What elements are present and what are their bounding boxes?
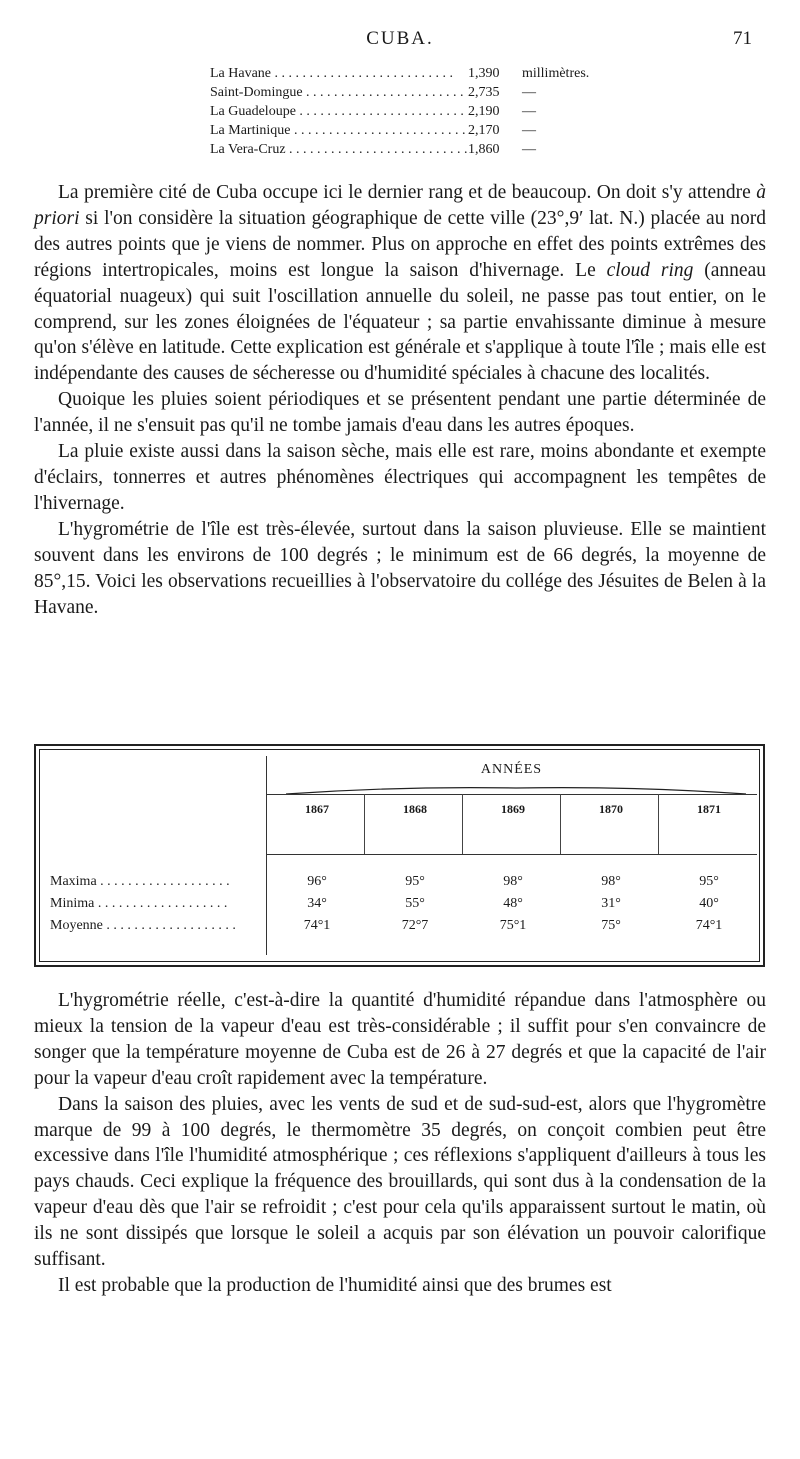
paragraph: Il est probable que la production de l'humidité ainsi que des brumes est — [58, 1274, 612, 1296]
table-cell: 55° — [405, 896, 425, 911]
rainfall-row — [210, 102, 630, 121]
year-header: 1868 — [403, 802, 427, 816]
text-run: si l'on considère la situation géographique de cette ville (23°,9′ lat. N.) placée au nord des autres points que je viens de nommer. Plus on approche en effet des points extrêmes des régions intertropicales, moins est longue la saison d'hivernage. Le — [34, 207, 766, 281]
ditto-dash: — — [522, 104, 536, 119]
italic-text: à priori — [34, 182, 766, 229]
rainfall-unit: millimètres. — [522, 66, 590, 81]
page-number: 71 — [733, 28, 752, 49]
table-cell: 48° — [503, 896, 523, 911]
text-run: La première cité de Cuba occupe ici le dernier rang et de beaucoup. On doit s'y attendre — [58, 182, 757, 203]
row-label — [50, 896, 262, 912]
table-group-header: ANNÉES — [480, 762, 543, 777]
running-head — [0, 28, 800, 52]
row-label-text: Minima . . . — [50, 896, 227, 911]
rainfall-value: 1,390 — [468, 66, 500, 81]
row-label — [50, 874, 262, 890]
row-label-text: Maxima . . . — [50, 874, 230, 889]
rainfall-row — [210, 83, 630, 102]
rainfall-place: La Havane . . . — [210, 64, 468, 83]
page-title: CUBA. — [366, 28, 434, 49]
rainfall-place: La Martinique . . . — [210, 121, 468, 140]
year-header: 1867 — [305, 802, 329, 816]
table-cell: 74°1 — [695, 918, 723, 933]
table-rule — [266, 854, 757, 855]
table-cell: 98° — [503, 874, 523, 889]
rainfall-row — [210, 140, 630, 159]
body-text-top — [34, 180, 766, 620]
ditto-dash: — — [522, 123, 536, 138]
table-cell: 74°1 — [303, 918, 331, 933]
table-cell: 34° — [307, 896, 327, 911]
year-header: 1869 — [501, 802, 525, 816]
table-cell: 75°1 — [499, 918, 527, 933]
rainfall-value: 1,860 — [468, 142, 500, 157]
paragraph: Quoique les pluies soient périodiques et se présentent pendant une partie déterminée de l'année, il ne s'ensuit pas qu'il ne tombe jamais d'eau dans les autres époques. — [34, 389, 766, 437]
ditto-dash: — — [522, 85, 536, 100]
row-label — [50, 918, 262, 934]
year-header: 1870 — [599, 802, 623, 816]
paragraph: Dans la saison des pluies, avec les vents de sud et de sud-sud-est, alors que l'hygromètre marque de 99 à 100 degrés, le thermomètre 35 degrés, on conçoit combien peut être excessive dans l'île l'humidité atmosphérique ; ces réflexions s'appliquent d'ailleurs à tous les pays chauds. Ceci explique la fréquence des brouillards, qui sont dus à la condensation de la vapeur d'eau dès que l'air se refroidit ; c'est pour cela qu'ils apparaissent surtout le matin, où ils ne sont dissipés que lorsque le soleil a acquis par son élévation un pouvoir calorifique suffisant. — [34, 1093, 766, 1271]
table-rule — [266, 794, 757, 795]
rainfall-place: La Vera-Cruz . . . — [210, 140, 468, 159]
body-text-bottom — [34, 988, 766, 1299]
ditto-dash: — — [522, 142, 536, 157]
paragraph — [34, 180, 766, 387]
year-header: 1871 — [697, 802, 721, 816]
rainfall-row — [210, 64, 630, 83]
text-run: (anneau équatorial nuageux) qui suit l'oscillation annuelle du soleil, ne passe pas tout entier, on le comprend, sur les zones éloignées de l'équateur ; sa partie envahissante diminue à mesure qu'on s'élève en latitude. Cette explication est générale et s'applique à toute l'île ; mais elle est indépendante des causes de sécheresse ou d'humidité spéciales à chacune des localités. — [34, 259, 766, 385]
table-cell: 95° — [405, 874, 425, 889]
italic-text: cloud ring — [606, 259, 694, 281]
row-label-text: Moyenne . . . — [50, 918, 236, 933]
table-cell: 96° — [307, 874, 327, 889]
table-divider — [266, 756, 267, 955]
paragraph: La pluie existe aussi dans la saison sèche, mais elle est rare, moins abondante et exempte d'éclairs, tonnerres et autres phénomènes électriques qui accompagnent les tempêtes de l'hivernage. — [34, 441, 766, 514]
rainfall-place: La Guadeloupe . . . — [210, 102, 468, 121]
rainfall-list — [210, 64, 630, 159]
paragraph: L'hygrométrie réelle, c'est-à-dire la quantité d'humidité répandue dans l'atmosphère ou mieux la tension de la vapeur d'eau est très-considérable ; il suffit pour s'en convaincre de songer que la température moyenne de Cuba est de 26 à 27 degrés et que la capacité de l'air pour la vapeur d'eau croît rapidement avec la température. — [34, 990, 766, 1089]
humidity-table — [34, 744, 765, 967]
rainfall-value: 2,735 — [468, 85, 500, 100]
rainfall-value: 2,190 — [468, 104, 500, 119]
table-cell: 31° — [601, 896, 621, 911]
rainfall-value: 2,170 — [468, 123, 500, 138]
table-cell: 98° — [601, 874, 621, 889]
rainfall-row — [210, 121, 630, 140]
table-cell: 40° — [699, 896, 719, 911]
table-cell: 72°7 — [401, 918, 429, 933]
table-cell: 95° — [699, 874, 719, 889]
paragraph: L'hygrométrie de l'île est très-élevée, surtout dans la saison pluvieuse. Elle se maintient souvent dans les environs de 100 degrés ; le minimum est de 66 degrés, la moyenne de 85°,15. Voici les observations recueillies à l'observatoire du collége des Jésuites de Belen à la Havane. — [34, 518, 766, 618]
table-cell: 75° — [601, 918, 621, 933]
rainfall-place: Saint-Domingue . . . — [210, 83, 468, 102]
